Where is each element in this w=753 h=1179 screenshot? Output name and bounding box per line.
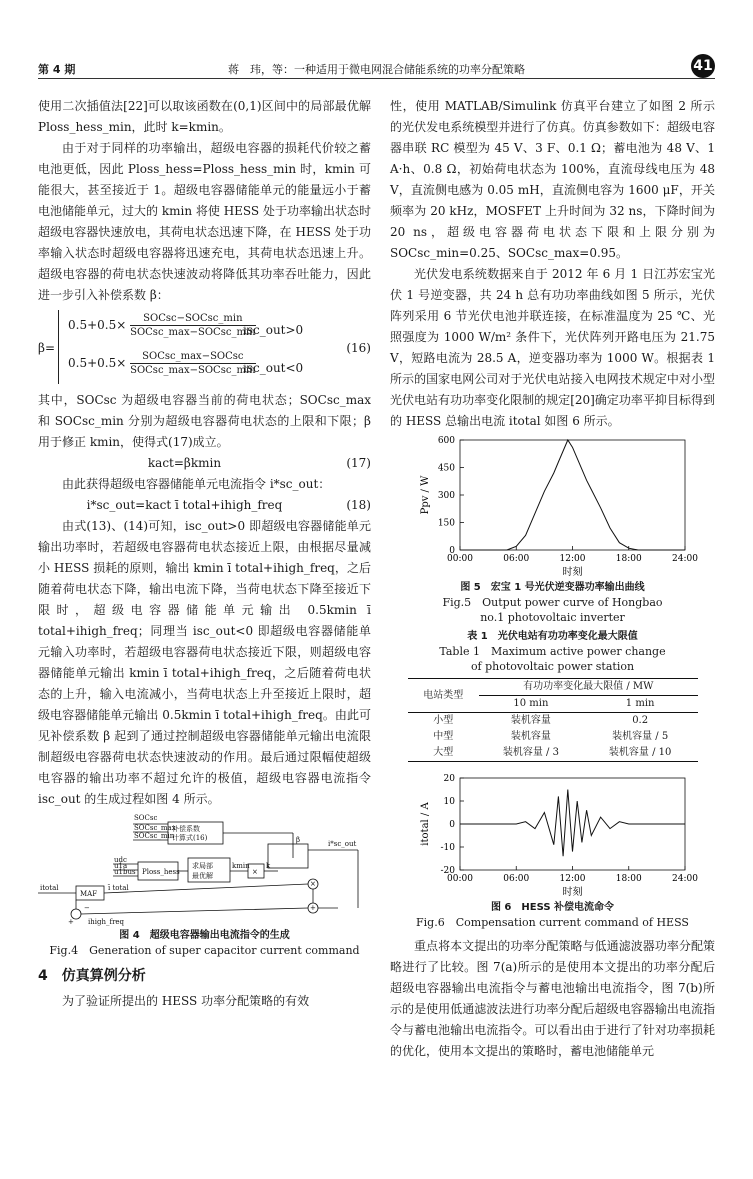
numerator: SOCsc_max−SOCsc [130,350,255,364]
ihigh-label: ihigh_freq [88,918,125,926]
isc-label: i*sc_out [328,840,357,848]
figure-4-block-diagram [38,810,371,928]
y-tick-label: 150 [437,518,455,529]
maf-label: MAF [80,890,98,898]
beta-case-2 [68,350,256,377]
table-row [408,713,698,730]
k-label: k [266,862,271,870]
y-tick-label: 300 [437,491,455,501]
y-axis-label: itotal / A [420,802,431,846]
y-tick-label: -20 [440,866,455,876]
table-cell: 装机容量 [510,731,551,742]
x-axis-label: 时刻 [562,567,583,578]
soc-max-label: SOCsc_max [134,824,176,832]
u1bus-label: u1bus [114,868,136,876]
table-cell: 0.2 [632,715,649,726]
times-symbol: × [252,868,258,876]
table-row [408,745,698,762]
paragraph: 由于对于同样的功率输出，超级电容器的损耗代价较之蓄电池更低，因此 Ploss_hess=Ploss_hess_min 时，kmin 可能很大，甚至接近于 1。超级电容器储能单元的能量远小于蓄电池储能单元，过大的 kmin 将使 HESS 处于功率输出状态时超级电容器快速放电，其荷电状态迅速下降，在 HESS 处于功率输入状态时超级电容器将迅速充电，其荷电状态迅速上升。超级电容器的荷电状态快速波动将降低其功率吞吐能力，因此进一步引入补偿系数 β： [38,141,371,302]
paragraph: 性，使用 MATLAB/Simulink 仿真平台建立了如图 2 所示的光伏发电系统模型并进行了仿真。仿真参数如下：超级电容器串联 RC 模型为 45 V、3 F、0.1 Ω；蓄电池为 48 V、1 A·h、0.8 Ω，初始荷电状态为 100%，直流母线电压为 48 V，直流侧电感为 0.05 mH，直流侧电容为 1600 μF，开关频率为 20 kHz，MOSFET 上升时间为 32 ns，下降时间为 20 ns，超级电容器荷电状态下限和上限分别为 SOCsc_min=0.25、SOCsc_max=0.95。 [390,99,715,260]
table-cell: 小型 [433,715,454,726]
plot-frame [460,440,685,550]
equation-17 [38,453,371,474]
table-1-caption-en-2: of photovoltaic power station [470,660,635,673]
compensation-block-line2: 计算式(16) [172,834,208,842]
denominator: SOCsc_max−SOCsc_min [130,327,256,338]
equation-16 [38,308,371,388]
condition-2: isc_out<0 [243,361,304,375]
table-cell: 中型 [433,731,454,742]
paragraph: 为了验证所提出的 HESS 功率分配策略的有效 [62,994,310,1008]
kmin-label: kmin [232,862,250,870]
table-header-group: 有功功率变化最大限值 / MW [479,679,697,696]
table-cell: 装机容量 / 5 [612,731,669,742]
paragraph: 由式(13)、(14)可知，isc_out>0 即超级电容器储能单元输出功率时，若超级电容器荷电状态接近上限，由根据尽量减小 HESS 损耗的原则，输出 kmin ī total+ihigh_freq，之后随着荷电状态下降，输出电流下降，当荷电状态下降至接近下限时，超级电容器储能单元输出 0.5kmin ī total+ihigh_freq；同理当 isc_out<0 即超级电容器储能单元输入功率时，若超级电容器荷电状态接近下限，则超级电容器储能单元输出 kmin ī total+ihigh_freq，之后随着荷电状态的上升，输入电流减小，当荷电状态上升至接近上限时，超级电容器储能单元输出 0.5kmin ī total+ihigh_freq。由此可见补偿系数 β 起到了通过控制超级电容器储能单元输出电流限制超级电容器荷电状态快速波动的作用。最后通过限幅使超级电容器的输出功率不超过允许的极值，超级电容器电流指令 isc_out 的生成过程如图 4 所示。 [38,519,371,806]
figure-4-caption-cn: 图 4 超级电容器输出电流指令的生成 [119,930,290,941]
table-cell: 大型 [433,747,454,758]
compensation-block-line1: 补偿系数 [172,825,200,833]
itotal-bar-label: ī total [108,884,129,892]
right-column [390,96,715,1062]
table-cell: 装机容量 / 3 [502,747,559,758]
optimizer-line2: 最优解 [192,872,213,880]
x-tick-label: 12:00 [559,554,586,564]
series-line [460,440,685,550]
paragraph: 由此获得超级电容器储能单元电流指令 i*sc_out： [62,477,331,491]
series-line [460,790,685,857]
equation-number: (17) [346,456,371,470]
left-column [38,96,371,1012]
paragraph: 使用二次插值法[22]可以取该函数在(0,1)区间中的局部最优解 Ploss_hess_min，此时 k=kmin。 [38,99,371,134]
x-tick-label: 18:00 [615,874,642,884]
times-node-symbol: × [310,880,316,888]
x-tick-label: 06:00 [503,874,530,884]
figure-6-chart [390,770,715,900]
const: 0.5+0.5× [68,356,127,370]
y-tick-label: -10 [440,843,455,853]
page-number: 41 [691,54,715,78]
udc-label: udc [114,856,127,864]
section-heading: 4 仿真算例分析 [38,968,146,984]
x-tick-label: 00:00 [447,554,473,564]
figure-5-caption-en-2: no.1 photovoltaic inverter [480,611,625,624]
soc-label: SOCsc [134,814,158,822]
y-tick-label: 0 [449,820,455,830]
table-cell: 装机容量 [510,715,551,726]
figure-4-caption-en: Fig.4 Generation of super capacitor current command [49,944,360,957]
y-axis-label: Ppv / W [420,475,431,515]
denominator: SOCsc_max−SOCsc_min [130,365,256,376]
table-cell: 装机容量 / 10 [608,747,672,758]
equation-body: kact=βkmin [147,456,222,470]
plus-node-symbol: + [310,904,316,912]
soc-min-label: SOCsc_min [134,832,175,840]
running-title: 蒋 玮，等：一种适用于微电网混合储能系统的功率分配策略 [228,63,525,76]
table-1-caption-cn: 表 1 光伏电站有功功率变化最大限值 [467,631,638,642]
limiter-block [268,844,308,868]
numerator: SOCsc−SOCsc_min [130,312,255,326]
plus-sign: + [68,918,74,926]
x-tick-label: 12:00 [559,874,586,884]
equation-18 [38,495,371,516]
x-tick-label: 00:00 [447,874,473,884]
minus-sign: − [84,904,90,912]
y-tick-label: 20 [443,774,455,784]
fraction [130,312,255,339]
table-1-caption-en-1: Table 1 Maximum active power change [439,645,666,658]
y-tick-label: 10 [443,797,455,807]
paragraph: 重点将本文提出的功率分配策略与低通滤波器功率分配策略进行了比较。图 7(a)所示的是使用本文提出的功率分配后超级电容器输出电流指令与蓄电池输出电流指令，图 7(b)所示的是使用低通滤波法进行功率分配后超级电容器输出电流指令与蓄电池输出电流指令。可以看出由于进行了针对功率损耗的优化，使用本文提出的策略时，蓄电池储能单元 [390,939,715,1058]
paragraph: 其中，SOCsc 为超级电容器当前的荷电状态；SOCsc_max 和 SOCsc_min 分别为超级电容器荷电状态的上限和下限；β 用于修正 kmin，使得式(17)成立。 [38,393,371,449]
figure-5-caption-cn: 图 5 宏宝 1 号光伏逆变器功率输出曲线 [460,582,645,593]
table-row [408,729,698,745]
page-header [38,58,715,79]
table-header-10min: 10 min [513,698,549,709]
y-tick-label: 450 [437,463,455,474]
ploss-label: Ploss_hess [142,868,180,876]
fraction [130,350,255,377]
brace [58,310,65,384]
equation-number: (16) [346,341,371,355]
y-tick-label: 600 [437,436,455,446]
beta-label: β [296,836,301,844]
issue-number: 第 4 期 [38,63,76,76]
x-tick-label: 06:00 [503,554,530,564]
x-tick-label: 18:00 [615,554,642,564]
table-header-1min: 1 min [625,698,655,709]
equation-number: (18) [346,498,371,512]
beta-label: β= [38,341,55,355]
equation-body: i*sc_out=kact ī total+ihigh_freq [86,498,283,512]
u1a-label: u1a [114,862,128,870]
itotal-label: itotal [40,884,59,892]
paragraph: 光伏发电系统数据来自于 2012 年 6 月 1 日江苏宏宝光伏 1 号逆变器，共 24 h 总有功功率曲线如图 5 所示，光伏阵列采用 6 节光伏电池并联连接，在标准温度为 25 ℃、光照强度为 1000 W/m² 条件下，光伏阵列开路电压为 21.75 V，短路电流为 28.5 A，逆变器功率为 1000 W。根据表 1 所示的国家电网公司对于光伏电站接入电网技术规定中对小型光伏电站有功功率变化限制的规定[20]确定功率平抑目标得到的 HESS 总输出电流 itotal 如图 6 所示。 [390,267,715,428]
figure-6-caption-en: Fig.6 Compensation current command of HESS [416,916,689,929]
x-tick-label: 24:00 [672,554,698,564]
x-axis-label: 时刻 [562,887,583,898]
y-tick-label: 0 [449,546,455,556]
figure-6-caption-cn: 图 6 HESS 补偿电流命令 [490,902,615,913]
table-header-type: 电站类型 [408,679,480,713]
beta-case-1 [68,312,256,339]
figure-5-caption-en-1: Fig.5 Output power curve of Hongbao [442,596,663,609]
figure-5-chart [390,432,715,580]
condition-1: isc_out>0 [243,323,304,337]
optimizer-line1: 求局部 [192,862,213,870]
x-tick-label: 24:00 [672,874,698,884]
const: 0.5+0.5× [68,318,127,332]
table-1 [408,678,698,762]
